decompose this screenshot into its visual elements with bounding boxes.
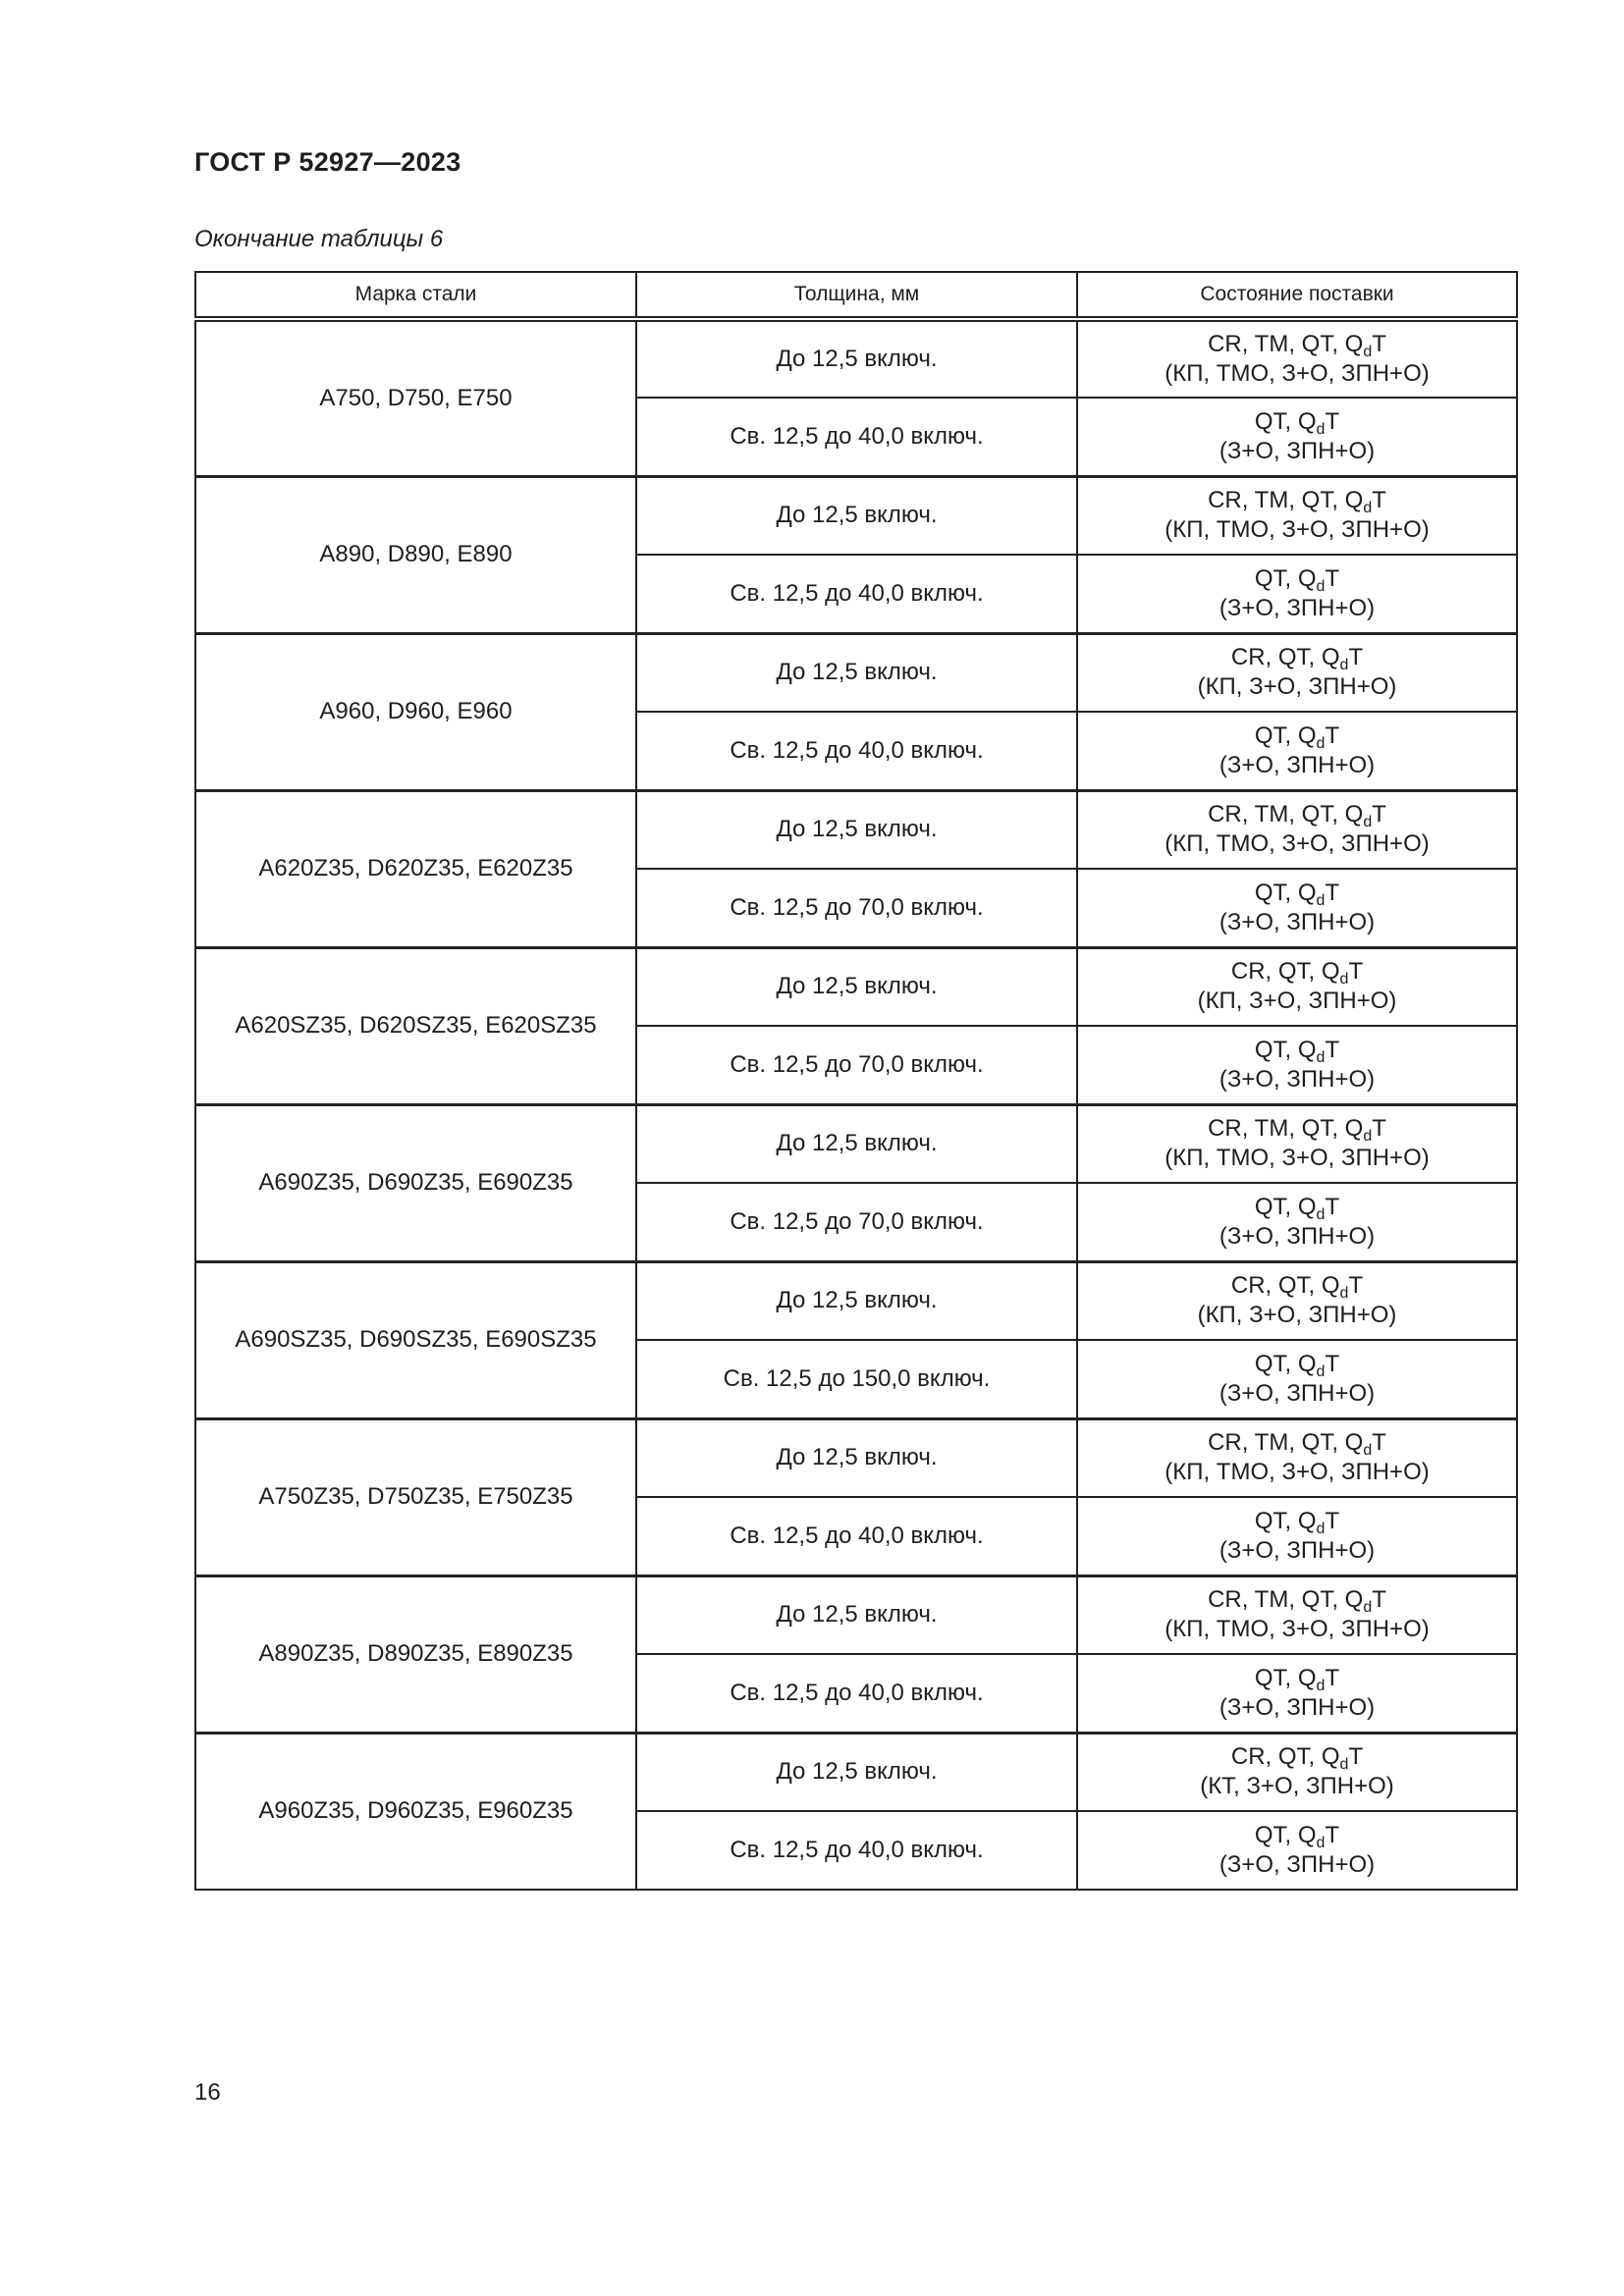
qd-subscript: d bbox=[1316, 1362, 1326, 1380]
delivery-state-codes bbox=[1084, 1585, 1510, 1615]
delivery-state-ru: (З+О, ЗПН+О) bbox=[1218, 1536, 1376, 1564]
delivery-state-codes bbox=[1084, 721, 1510, 751]
thickness-cell: До 12,5 включ. bbox=[636, 1261, 1077, 1340]
delivery-state-cell bbox=[1077, 1340, 1517, 1418]
delivery-state-codes bbox=[1084, 330, 1510, 359]
thickness-cell: До 12,5 включ. bbox=[636, 633, 1077, 712]
qd-subscript: d bbox=[1363, 500, 1373, 517]
steel-grade-cell: A750, D750, E750 bbox=[195, 319, 636, 476]
qd-subscript: d bbox=[1339, 657, 1349, 674]
thickness-cell: До 12,5 включ. bbox=[636, 790, 1077, 869]
delivery-state-cell bbox=[1077, 869, 1517, 947]
delivery-state-ru: (З+О, ЗПН+О) bbox=[1218, 1222, 1376, 1250]
delivery-state-cell bbox=[1077, 1183, 1517, 1261]
delivery-state-cell bbox=[1077, 1261, 1517, 1340]
thickness-cell: До 12,5 включ. bbox=[636, 1733, 1077, 1811]
delivery-state-cell bbox=[1077, 476, 1517, 555]
thickness-cell: До 12,5 включ. bbox=[636, 1104, 1077, 1183]
delivery-state-codes-text: CR, TM, QT, Q bbox=[1208, 1429, 1364, 1457]
thickness-cell: Св. 12,5 до 40,0 включ. bbox=[636, 1497, 1077, 1575]
delivery-state-cell bbox=[1077, 947, 1517, 1026]
delivery-state-ru: (КП, З+О, ЗПН+О) bbox=[1197, 673, 1397, 701]
table-row bbox=[195, 790, 1517, 869]
delivery-state-ru: (КП, З+О, ЗПН+О) bbox=[1197, 988, 1397, 1015]
delivery-state-ru: (З+О, ЗПН+О) bbox=[1218, 1379, 1376, 1407]
qd-subscript: d bbox=[1316, 420, 1326, 438]
delivery-state-ru: (КП, ТМО, З+О, ЗПН+О) bbox=[1164, 830, 1430, 858]
qd-subscript: d bbox=[1363, 344, 1373, 360]
delivery-state-codes-text: QT, Q bbox=[1254, 1507, 1317, 1534]
qd-subscript: d bbox=[1363, 814, 1373, 831]
qd-suffix: T bbox=[1372, 487, 1386, 514]
qd-subscript: d bbox=[1316, 1048, 1326, 1066]
thickness-cell: До 12,5 включ. bbox=[636, 476, 1077, 555]
qd-subscript: d bbox=[1339, 971, 1349, 988]
thickness-cell: До 12,5 включ. bbox=[636, 947, 1077, 1026]
qd-suffix: T bbox=[1348, 644, 1364, 671]
delivery-state-codes bbox=[1084, 879, 1510, 908]
qd-suffix: T bbox=[1372, 1115, 1386, 1143]
delivery-state-ru: (З+О, ЗПН+О) bbox=[1218, 594, 1376, 621]
delivery-state-codes-text: QT, Q bbox=[1254, 1193, 1317, 1220]
table-row bbox=[195, 1733, 1517, 1811]
delivery-state-cell bbox=[1077, 1811, 1517, 1890]
thickness-cell: Св. 12,5 до 150,0 включ. bbox=[636, 1340, 1077, 1418]
qd-suffix: T bbox=[1325, 1036, 1340, 1063]
qd-subscript: d bbox=[1339, 1285, 1349, 1303]
delivery-state-codes bbox=[1084, 1114, 1510, 1144]
steel-grade-cell: A960Z35, D960Z35, E960Z35 bbox=[195, 1733, 636, 1890]
table-caption: Окончание таблицы 6 bbox=[194, 226, 444, 252]
delivery-state-ru: (З+О, ЗПН+О) bbox=[1218, 437, 1376, 464]
delivery-state-codes bbox=[1084, 1742, 1510, 1772]
qd-suffix: T bbox=[1325, 721, 1340, 749]
thickness-cell: Св. 12,5 до 70,0 включ. bbox=[636, 1026, 1077, 1104]
qd-suffix: T bbox=[1372, 801, 1386, 828]
delivery-state-ru: (КП, ТМО, З+О, ЗПН+О) bbox=[1164, 516, 1430, 544]
delivery-state-codes bbox=[1084, 643, 1510, 672]
qd-suffix: T bbox=[1348, 958, 1364, 986]
delivery-state-cell bbox=[1077, 1104, 1517, 1183]
delivery-state-codes bbox=[1084, 1350, 1510, 1379]
qd-subscript: d bbox=[1316, 1520, 1326, 1537]
qd-subscript: d bbox=[1316, 891, 1326, 909]
delivery-state-ru: (З+О, ЗПН+О) bbox=[1218, 908, 1376, 935]
table-row bbox=[195, 1575, 1517, 1654]
delivery-state-codes bbox=[1084, 1507, 1510, 1536]
qd-suffix: T bbox=[1325, 564, 1340, 592]
delivery-state-codes-text: CR, TM, QT, Q bbox=[1208, 801, 1364, 828]
delivery-state-codes-text: CR, TM, QT, Q bbox=[1208, 1586, 1364, 1614]
thickness-cell: Св. 12,5 до 70,0 включ. bbox=[636, 1183, 1077, 1261]
delivery-state-cell bbox=[1077, 1733, 1517, 1811]
delivery-state-cell bbox=[1077, 1497, 1517, 1575]
delivery-state-ru: (З+О, ЗПН+О) bbox=[1218, 1065, 1376, 1093]
delivery-state-codes-text: QT, Q bbox=[1254, 879, 1317, 906]
table-header-row bbox=[195, 272, 1517, 319]
thickness-cell: Св. 12,5 до 40,0 включ. bbox=[636, 398, 1077, 476]
delivery-state-ru: (КП, З+О, ЗПН+О) bbox=[1197, 1302, 1397, 1329]
delivery-state-ru: (КП, ТМО, З+О, ЗПН+О) bbox=[1164, 1616, 1430, 1643]
steel-grade-cell: A690SZ35, D690SZ35, E690SZ35 bbox=[195, 1261, 636, 1418]
delivery-state-cell bbox=[1077, 1654, 1517, 1733]
delivery-state-codes bbox=[1084, 1036, 1510, 1065]
steel-grade-cell: A620Z35, D620Z35, E620Z35 bbox=[195, 790, 636, 947]
steel-grade-cell: A750Z35, D750Z35, E750Z35 bbox=[195, 1418, 636, 1575]
delivery-state-ru: (КП, ТМО, З+О, ЗПН+О) bbox=[1164, 1145, 1430, 1172]
delivery-state-ru: (КП, ТМО, З+О, ЗПН+О) bbox=[1164, 1459, 1430, 1486]
steel-grade-table bbox=[194, 271, 1518, 1891]
document-header: ГОСТ Р 52927—2023 bbox=[194, 147, 461, 177]
delivery-state-codes bbox=[1084, 800, 1510, 829]
qd-suffix: T bbox=[1325, 1193, 1340, 1220]
qd-suffix: T bbox=[1372, 1586, 1386, 1614]
qd-subscript: d bbox=[1339, 1756, 1349, 1774]
delivery-state-codes-text: CR, QT, Q bbox=[1230, 644, 1340, 671]
table-row bbox=[195, 319, 1517, 398]
delivery-state-ru: (КП, ТМО, З+О, ЗПН+О) bbox=[1164, 360, 1430, 387]
delivery-state-cell bbox=[1077, 398, 1517, 476]
qd-subscript: d bbox=[1316, 1677, 1326, 1694]
delivery-state-codes-text: QT, Q bbox=[1254, 1822, 1317, 1848]
delivery-state-codes-text: CR, TM, QT, Q bbox=[1208, 487, 1364, 514]
delivery-state-codes-text: CR, QT, Q bbox=[1230, 958, 1340, 986]
qd-suffix: T bbox=[1372, 1429, 1386, 1457]
steel-grade-cell: A890Z35, D890Z35, E890Z35 bbox=[195, 1575, 636, 1733]
delivery-state-cell bbox=[1077, 1418, 1517, 1497]
table-body bbox=[195, 319, 1517, 1890]
qd-subscript: d bbox=[1316, 1835, 1326, 1851]
qd-suffix: T bbox=[1325, 407, 1340, 435]
delivery-state-cell bbox=[1077, 555, 1517, 633]
qd-suffix: T bbox=[1372, 331, 1386, 357]
thickness-cell: До 12,5 включ. bbox=[636, 1418, 1077, 1497]
qd-subscript: d bbox=[1316, 734, 1326, 752]
delivery-state-ru: (КТ, З+О, ЗПН+О) bbox=[1200, 1773, 1394, 1800]
thickness-cell: Св. 12,5 до 40,0 включ. bbox=[636, 1654, 1077, 1733]
qd-suffix: T bbox=[1325, 1664, 1340, 1691]
table-row bbox=[195, 476, 1517, 555]
delivery-state-ru: (З+О, ЗПН+О) bbox=[1218, 1851, 1376, 1878]
qd-suffix: T bbox=[1348, 1743, 1364, 1771]
delivery-state-ru: (З+О, ЗПН+О) bbox=[1218, 1693, 1376, 1721]
qd-suffix: T bbox=[1325, 1507, 1340, 1534]
delivery-state-codes bbox=[1084, 1821, 1510, 1850]
delivery-state-codes-text: CR, TM, QT, Q bbox=[1208, 331, 1364, 357]
table-row bbox=[195, 1104, 1517, 1183]
thickness-cell: Св. 12,5 до 70,0 включ. bbox=[636, 869, 1077, 947]
qd-subscript: d bbox=[1363, 1599, 1373, 1617]
column-header-thickness: Толщина, мм bbox=[636, 272, 1077, 319]
delivery-state-codes bbox=[1084, 1428, 1510, 1458]
delivery-state-codes bbox=[1084, 486, 1510, 515]
column-header-delivery-state: Состояние поставки bbox=[1077, 272, 1517, 319]
thickness-cell: Св. 12,5 до 40,0 включ. bbox=[636, 555, 1077, 633]
delivery-state-cell bbox=[1077, 712, 1517, 790]
delivery-state-codes bbox=[1084, 1271, 1510, 1301]
delivery-state-codes bbox=[1084, 407, 1510, 437]
qd-suffix: T bbox=[1325, 1350, 1340, 1377]
steel-grade-cell: A620SZ35, D620SZ35, E620SZ35 bbox=[195, 947, 636, 1104]
table-row bbox=[195, 1418, 1517, 1497]
thickness-cell: Св. 12,5 до 40,0 включ. bbox=[636, 1811, 1077, 1890]
table-row bbox=[195, 633, 1517, 712]
page-number: 16 bbox=[194, 2079, 221, 2106]
delivery-state-ru: (З+О, ЗПН+О) bbox=[1218, 751, 1376, 778]
delivery-state-cell bbox=[1077, 319, 1517, 398]
delivery-state-codes-text: QT, Q bbox=[1254, 1036, 1317, 1063]
steel-grade-cell: A890, D890, E890 bbox=[195, 476, 636, 633]
delivery-state-codes-text: QT, Q bbox=[1254, 564, 1317, 592]
thickness-cell: До 12,5 включ. bbox=[636, 319, 1077, 398]
delivery-state-cell bbox=[1077, 1575, 1517, 1654]
delivery-state-codes-text: CR, QT, Q bbox=[1230, 1272, 1340, 1300]
qd-subscript: d bbox=[1316, 577, 1326, 595]
qd-subscript: d bbox=[1316, 1205, 1326, 1223]
steel-grade-cell: A960, D960, E960 bbox=[195, 633, 636, 790]
qd-subscript: d bbox=[1363, 1128, 1373, 1146]
thickness-cell: До 12,5 включ. bbox=[636, 1575, 1077, 1654]
qd-subscript: d bbox=[1363, 1442, 1373, 1460]
qd-suffix: T bbox=[1325, 879, 1340, 906]
delivery-state-codes-text: QT, Q bbox=[1254, 1664, 1317, 1691]
delivery-state-codes bbox=[1084, 1664, 1510, 1693]
delivery-state-codes-text: QT, Q bbox=[1254, 721, 1317, 749]
delivery-state-codes-text: CR, TM, QT, Q bbox=[1208, 1115, 1364, 1143]
delivery-state-codes bbox=[1084, 957, 1510, 987]
qd-suffix: T bbox=[1348, 1272, 1364, 1300]
delivery-state-cell bbox=[1077, 1026, 1517, 1104]
qd-suffix: T bbox=[1325, 1822, 1340, 1848]
table-row bbox=[195, 947, 1517, 1026]
delivery-state-codes-text: QT, Q bbox=[1254, 407, 1317, 435]
delivery-state-codes bbox=[1084, 564, 1510, 594]
delivery-state-codes bbox=[1084, 1193, 1510, 1222]
delivery-state-codes-text: CR, QT, Q bbox=[1230, 1743, 1340, 1771]
thickness-cell: Св. 12,5 до 40,0 включ. bbox=[636, 712, 1077, 790]
table-row bbox=[195, 1261, 1517, 1340]
delivery-state-codes-text: QT, Q bbox=[1254, 1350, 1317, 1377]
column-header-grade: Марка стали bbox=[195, 272, 636, 319]
steel-grade-cell: A690Z35, D690Z35, E690Z35 bbox=[195, 1104, 636, 1261]
delivery-state-cell bbox=[1077, 790, 1517, 869]
delivery-state-cell bbox=[1077, 633, 1517, 712]
